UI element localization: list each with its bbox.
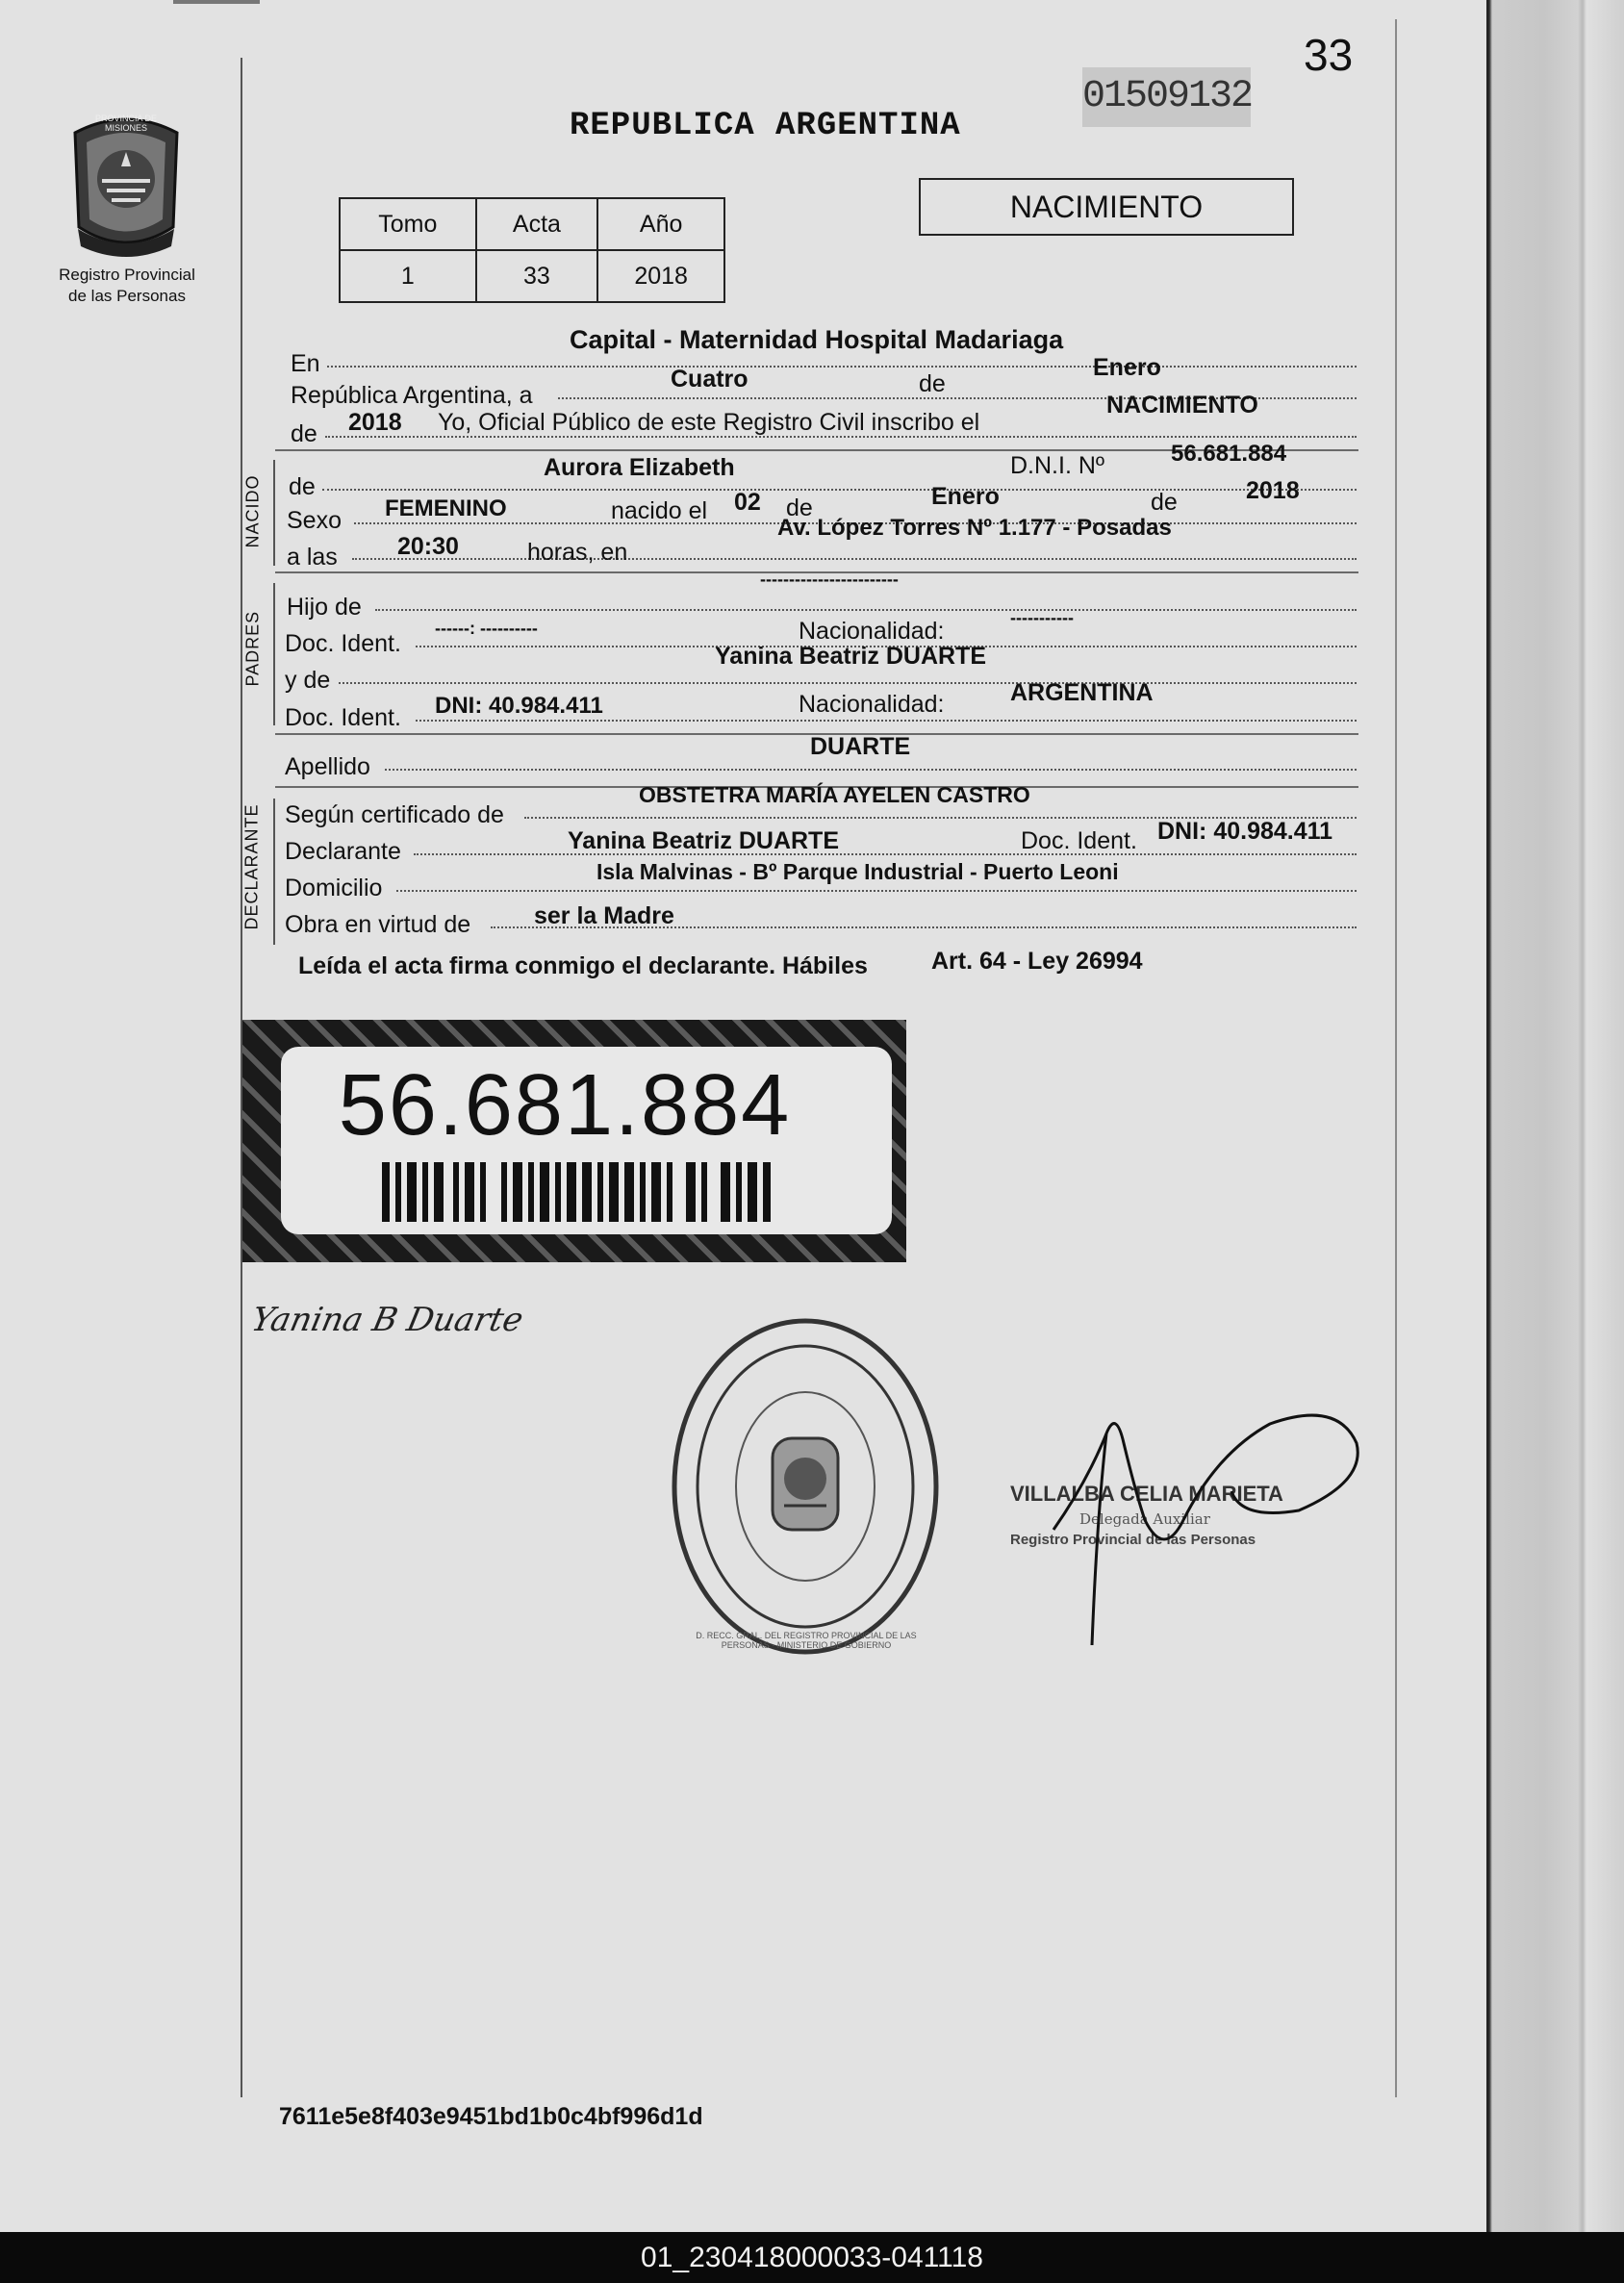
barcode [382, 1162, 776, 1222]
doc-label-2: Doc. Ident. [285, 704, 401, 731]
birth-place: Capital - Maternidad Hospital Madariaga [570, 325, 1064, 354]
document-hash: 7611e5e8f403e9451bd1b0c4bf996d1d [279, 2103, 703, 2130]
closing-law: Art. 64 - Ley 26994 [931, 948, 1143, 975]
barcode-inner [281, 1047, 892, 1234]
line-mother-doc [416, 720, 1357, 722]
year: 2018 [348, 409, 402, 436]
sexo-label: Sexo [287, 507, 342, 534]
header-anio: Año [597, 198, 724, 250]
official-seal [669, 1313, 943, 1660]
de-label-2: de [291, 420, 317, 447]
dni-label: D.N.I. Nº [1010, 452, 1105, 479]
mother-nationality: ARGENTINA [1010, 679, 1154, 706]
line-time [352, 558, 1357, 560]
footer-id: 01_230418000033-041118 [0, 2232, 1624, 2283]
declarante-label: Declarante [285, 838, 401, 865]
line-declarant [414, 853, 1357, 855]
declarant-doc: DNI: 40.984.411 [1157, 818, 1333, 845]
value-anio: 2018 [597, 250, 724, 302]
domicile: Isla Malvinas - Bº Parque Industrial - Puerto Leoni [596, 859, 1119, 884]
en-label: En [291, 350, 320, 377]
seal-text: D. RECC. GRAL. DEL REGISTRO PROVINCIAL DE LAS PERSONAS · MINISTERIO DE GOBIERNO [696, 1631, 917, 1650]
header-tomo: Tomo [340, 198, 476, 250]
section-nacido: NACIDO [242, 474, 263, 548]
nationality-label-1: Nacionalidad: [799, 618, 945, 645]
y-de-label: y de [285, 667, 331, 694]
obra-reason: ser la Madre [534, 902, 674, 929]
birth-address: Av. López Torres Nº 1.177 - Posadas [777, 515, 1172, 541]
de-b-label: de [1151, 489, 1178, 516]
declarant-signature-text: Yanina B Duarte [247, 1301, 527, 1339]
dni-barcode-label [242, 1020, 906, 1262]
line-father [375, 609, 1357, 611]
birth-day: 02 [734, 489, 761, 516]
birth-year: 2018 [1246, 477, 1300, 504]
page-number: 33 [1304, 30, 1354, 80]
section-padres: PADRES [242, 610, 263, 687]
header-acta: Acta [476, 198, 598, 250]
province-logo [63, 114, 189, 263]
padres-bracket [273, 583, 275, 725]
child-name: Aurora Elizabeth [544, 454, 735, 481]
book-table [339, 197, 725, 303]
scan-mark [173, 0, 260, 4]
nacido-bracket [273, 460, 275, 566]
line-mother [339, 682, 1357, 684]
father-doc: ------: ---------- [435, 619, 538, 638]
section-declarante: DECLARANTE [241, 803, 262, 930]
value-tomo: 1 [340, 250, 476, 302]
act-type-box: NACIMIENTO [919, 178, 1294, 236]
page-edge [1486, 0, 1624, 2232]
officer-name: VILLALBA CELIA MARIETA [1010, 1482, 1283, 1506]
birth-time: 20:30 [397, 533, 459, 560]
right-rule [1395, 19, 1397, 2097]
obra-label: Obra en virtud de [285, 911, 471, 938]
apellido-label: Apellido [285, 753, 370, 780]
hijo-de-label: Hijo de [287, 594, 362, 621]
registry-line-1: Registro Provincial [59, 266, 195, 284]
nacido-de-label: de [289, 473, 316, 500]
nacido-el-label: nacido el [611, 497, 708, 524]
officer-text: Yo, Oficial Público de este Registro Civil inscribo el [438, 409, 980, 436]
registry-line-2: de las Personas [68, 287, 186, 305]
domicilio-label: Domicilio [285, 875, 383, 901]
father-nationality: ----------- [1010, 608, 1074, 627]
barcode-number: 56.681.884 [338, 1057, 792, 1154]
line-name [322, 489, 1357, 491]
nationality-label-2: Nacionalidad: [799, 691, 945, 718]
inscribe-type: NACIMIENTO [1106, 392, 1258, 419]
document-title: REPUBLICA ARGENTINA [570, 108, 961, 144]
de-a-label: de [786, 495, 813, 521]
logo-text: PROVINCIA DE MISIONES [94, 114, 157, 133]
sex: FEMENINO [385, 495, 507, 521]
declarant-doc-label: Doc. Ident. [1021, 827, 1137, 854]
birth-month: Enero [931, 483, 1000, 510]
line-surname [385, 769, 1357, 771]
cert-label: Según certificado de [285, 801, 504, 828]
line-place [327, 366, 1357, 368]
mother-name: Yanina Beatriz DUARTE [715, 643, 987, 670]
doc-label-1: Doc. Ident. [285, 630, 401, 657]
officer-role: Delegada Auxiliar [1079, 1510, 1210, 1528]
line-domicile [396, 890, 1357, 892]
declarant-name: Yanina Beatriz DUARTE [568, 827, 840, 854]
alas-label: a las [287, 544, 338, 571]
surname: DUARTE [810, 733, 911, 760]
officer-signature [1049, 1405, 1366, 1650]
de-label-1: de [919, 370, 946, 397]
serial-stamp: 01509132 [1082, 67, 1251, 127]
certifier: OBSTETRA MARÍA AYELEN CASTRO [639, 782, 1030, 807]
value-acta: 33 [476, 250, 598, 302]
declarante-bracket [273, 799, 275, 945]
month: Enero [1093, 354, 1161, 381]
child-dni: 56.681.884 [1171, 441, 1287, 467]
closing-text: Leída el acta firma conmigo el declarante. Hábiles [298, 952, 868, 979]
father-name: ------------------------ [760, 570, 899, 589]
officer-org: Registro Provincial de las Personas [1010, 1532, 1256, 1548]
horas-label: horas, en [527, 539, 628, 566]
mother-doc: DNI: 40.984.411 [435, 693, 603, 719]
day-words: Cuatro [671, 366, 749, 393]
declarant-signature [247, 1301, 527, 1339]
republic-label: República Argentina, a [291, 382, 533, 409]
